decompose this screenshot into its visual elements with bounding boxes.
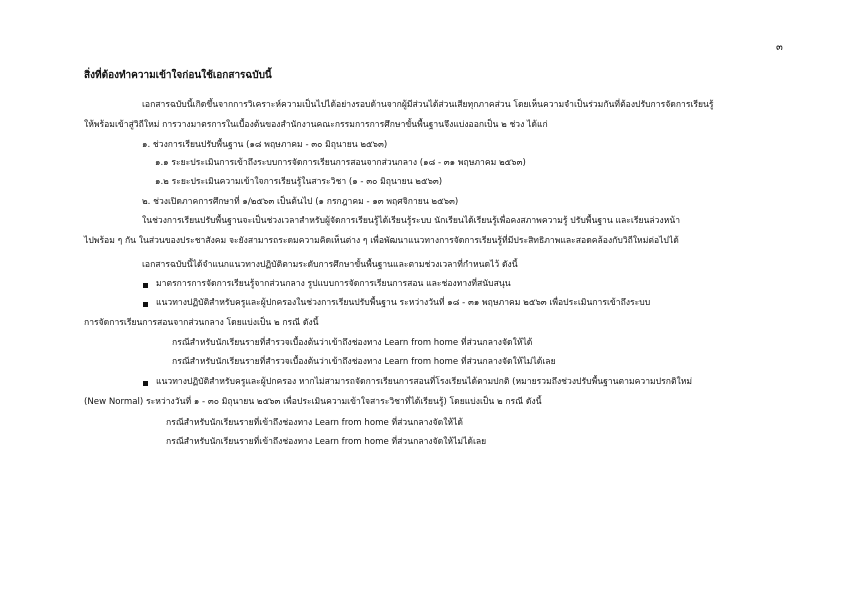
bullet-3-continuation: (New Normal) ระหว่างวันที่ ๑ - ๓๐ มิถุนายน ๒๕๖๓ เพื่อประเมินความเข้าใจสาระวิชาที่ได้เรียนรู้) โดยแบ่งเป็น ๒ กรณี ดังนี้	[84, 397, 542, 407]
paragraph-1-line-2: ให้พร้อมเข้าสู่วิถีใหม่ การวางมาตรการในเบื้องต้นของสำนักงานคณะกรรมการการศึกษาขั้นพื้นฐานจึงแบ่งออกเป็น ๒ ช่วง ได้แก่	[84, 120, 548, 130]
bullet-2-continuation: การจัดการเรียนการสอนจากส่วนกลาง โดยแบ่งเป็น ๒ กรณี ดังนี้	[84, 318, 319, 328]
period-1: ๑. ช่วงการเรียนปรับพื้นฐาน (๑๘ พฤษภาคม - ๓๐ มิถุนายน ๒๕๖๓)	[142, 140, 388, 150]
paragraph-2-line-2: ไปพร้อม ๆ กัน ในส่วนของประชาสังคม จะยังสามารถระดมความคิดเห็นต่าง ๆ เพื่อพัฒนาแนวทางการจัดการเรียนรู้ที่มีประสิทธิภาพและสอดคล้องกับวิถีใหม่ต่อไปได้	[84, 236, 679, 246]
paragraph-3: เอกสารฉบับนี้ได้จำแนกแนวทางปฏิบัติตามระดับการศึกษาขั้นพื้นฐานและตามช่วงเวลาที่กำหนดไว้ ดังนี้	[142, 260, 518, 270]
bullet-icon	[143, 381, 148, 386]
period-2: ๒. ช่วงเปิดภาคการศึกษาที่ ๑/๒๕๖๓ เป็นต้นไป (๑ กรกฎาคม - ๑๓ พฤศจิกายน ๒๕๖๓)	[142, 197, 459, 207]
bullet-1-text: มาตรการการจัดการเรียนรู้จากส่วนกลาง รูปแบบการจัดการเรียนการสอน และช่องทางที่สนับสนุน	[156, 279, 511, 289]
paragraph-2-line-1: ในช่วงการเรียนปรับพื้นฐานจะเป็นช่วงเวลาสำหรับผู้จัดการเรียนรู้ได้เรียนรู้ระบบ นักเรียนได้เรียนรู้เพื่อคงสภาพความรู้ ปรับพื้นฐาน และเรียนล่วงหน้า	[142, 216, 681, 226]
bullet-2-text: แนวทางปฏิบัติสำหรับครูและผู้ปกครองในช่วงการเรียนปรับพื้นฐาน ระหว่างวันที่ ๑๘ - ๓๑ พฤษภาคม ๒๕๖๓ เพื่อประเมินการเข้าถึงระบบ	[156, 298, 651, 308]
bullet-3-case-1: กรณีสำหรับนักเรียนรายที่เข้าถึงช่องทาง Learn from home ที่ส่วนกลางจัดให้ได้	[166, 418, 463, 428]
section-heading: สิ่งที่ต้องทำความเข้าใจก่อนใช้เอกสารฉบับนี้	[84, 70, 272, 81]
period-1-2: ๑.๒ ระยะประเมินความเข้าใจการเรียนรู้ในสาระวิชา (๑ - ๓๐ มิถุนายน ๒๕๖๓)	[155, 177, 443, 187]
bullet-2-case-2: กรณีสำหรับนักเรียนรายที่สำรวจเบื้องต้นว่าเข้าถึงช่องทาง Learn from home ที่ส่วนกลางจัดให้ไม่ได้เลย	[172, 357, 556, 367]
period-1-1: ๑.๑ ระยะประเมินการเข้าถึงระบบการจัดการเรียนการสอนจากส่วนกลาง (๑๘ - ๓๑ พฤษภาคม ๒๕๖๓)	[155, 158, 526, 168]
page-number: ๓	[776, 42, 783, 53]
bullet-2-case-1: กรณีสำหรับนักเรียนรายที่สำรวจเบื้องต้นว่าเข้าถึงช่องทาง Learn from home ที่ส่วนกลางจัดให้ได้	[172, 338, 533, 348]
bullet-3-case-2: กรณีสำหรับนักเรียนรายที่เข้าถึงช่องทาง Learn from home ที่ส่วนกลางจัดให้ไม่ได้เลย	[166, 437, 487, 447]
bullet-icon	[143, 283, 148, 288]
paragraph-1-line-1: เอกสารฉบับนี้เกิดขึ้นจากการวิเคราะห์ความเป็นไปได้อย่างรอบด้านจากผู้มีส่วนได้ส่วนเสียทุกภาคส่วน โดยเห็นความจำเป็นร่วมกันที่ต้องปรับการจัดการเรียนรู้	[142, 100, 714, 110]
bullet-icon	[143, 302, 148, 307]
bullet-3-text: แนวทางปฏิบัติสำหรับครูและผู้ปกครอง หากไม่สามารถจัดการเรียนการสอนที่โรงเรียนได้ตามปกติ (หมายรวมถึงช่วงปรับพื้นฐานตามความปรกติใหม่	[156, 377, 693, 387]
